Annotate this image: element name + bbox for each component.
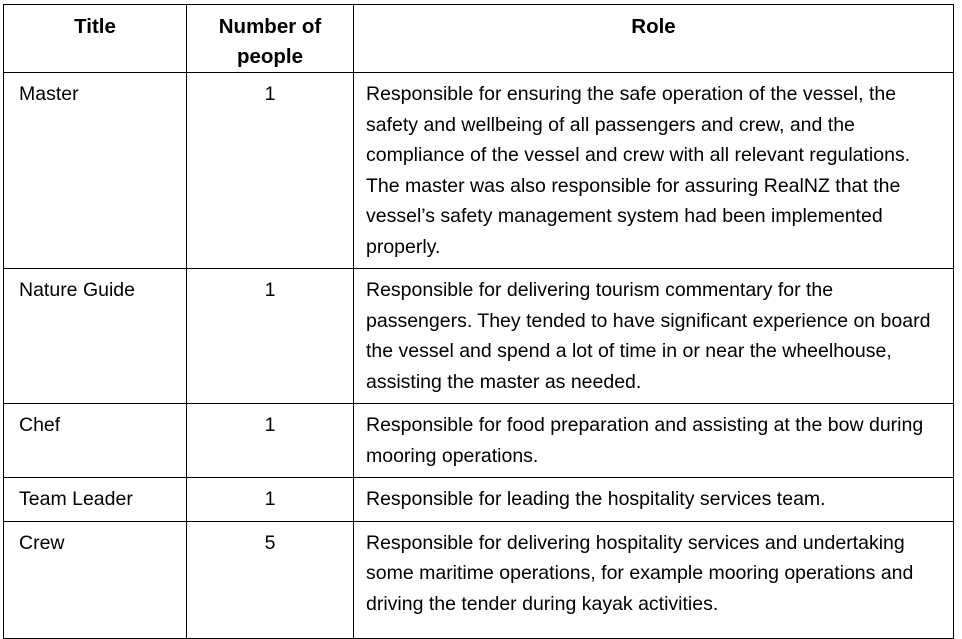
cell-count [187,73,354,269]
table-header-row [4,5,954,73]
table-header [4,5,954,73]
cell-title [4,269,187,404]
table-row [4,269,954,404]
row-title-master: Master [19,83,79,105]
cell-role [354,521,954,638]
crew-roles-table [3,4,954,639]
row-count-crew: 5 [264,531,276,554]
crew-roles-table-container [3,4,953,639]
row-count-master: 1 [264,83,276,105]
column-header-number-of-people-label: Number of people [218,15,322,68]
cell-role [354,478,954,522]
table-row [4,404,954,478]
row-count-nature-guide: 1 [264,279,276,301]
row-role-crew: Responsible for delivering hospitality services and undertaking some maritime operations, for example mooring operations and driving the tender during kayak activities. [366,531,914,615]
row-role-chef: Responsible for food preparation and assisting at the bow during mooring operations. [366,414,924,467]
table-row [4,478,954,522]
cell-count [187,521,354,638]
row-count-chef: 1 [264,414,276,436]
cell-count [187,269,354,404]
row-title-team-leader: Team Leader [19,488,133,510]
table-row [4,521,954,638]
row-title-nature-guide: Nature Guide [19,279,135,301]
table-body [4,73,954,639]
cell-count [187,478,354,522]
cell-title [4,478,187,522]
row-role-nature-guide: Responsible for delivering tourism commentary for the passengers. They tended to have significant experience on board the vessel and spend a lot of time in or near the wheelhouse, assisting the master as needed. [366,279,931,393]
table-row [4,73,954,269]
cell-role [354,73,954,269]
row-title-chef: Chef [19,414,61,436]
column-header-title-label: Title [74,15,116,38]
row-title-crew: Crew [19,531,65,554]
column-header-title [4,5,187,73]
row-role-team-leader: Responsible for leading the hospitality services team. [366,488,826,510]
column-header-role [354,5,954,73]
row-role-master: Responsible for ensuring the safe operation of the vessel, the safety and wellbeing of all passengers and crew, and the compliance of the vessel and crew with all relevant regulations. The master was also responsible for assuring RealNZ that the vessel’s safety management system had been implemented properly. [366,83,911,258]
column-header-number-of-people [187,5,354,73]
cell-title [4,73,187,269]
cell-title [4,521,187,638]
cell-role [354,269,954,404]
cell-role [354,404,954,478]
column-header-role-label: Role [631,15,676,38]
row-count-team-leader: 1 [264,488,276,510]
cell-title [4,404,187,478]
cell-count [187,404,354,478]
